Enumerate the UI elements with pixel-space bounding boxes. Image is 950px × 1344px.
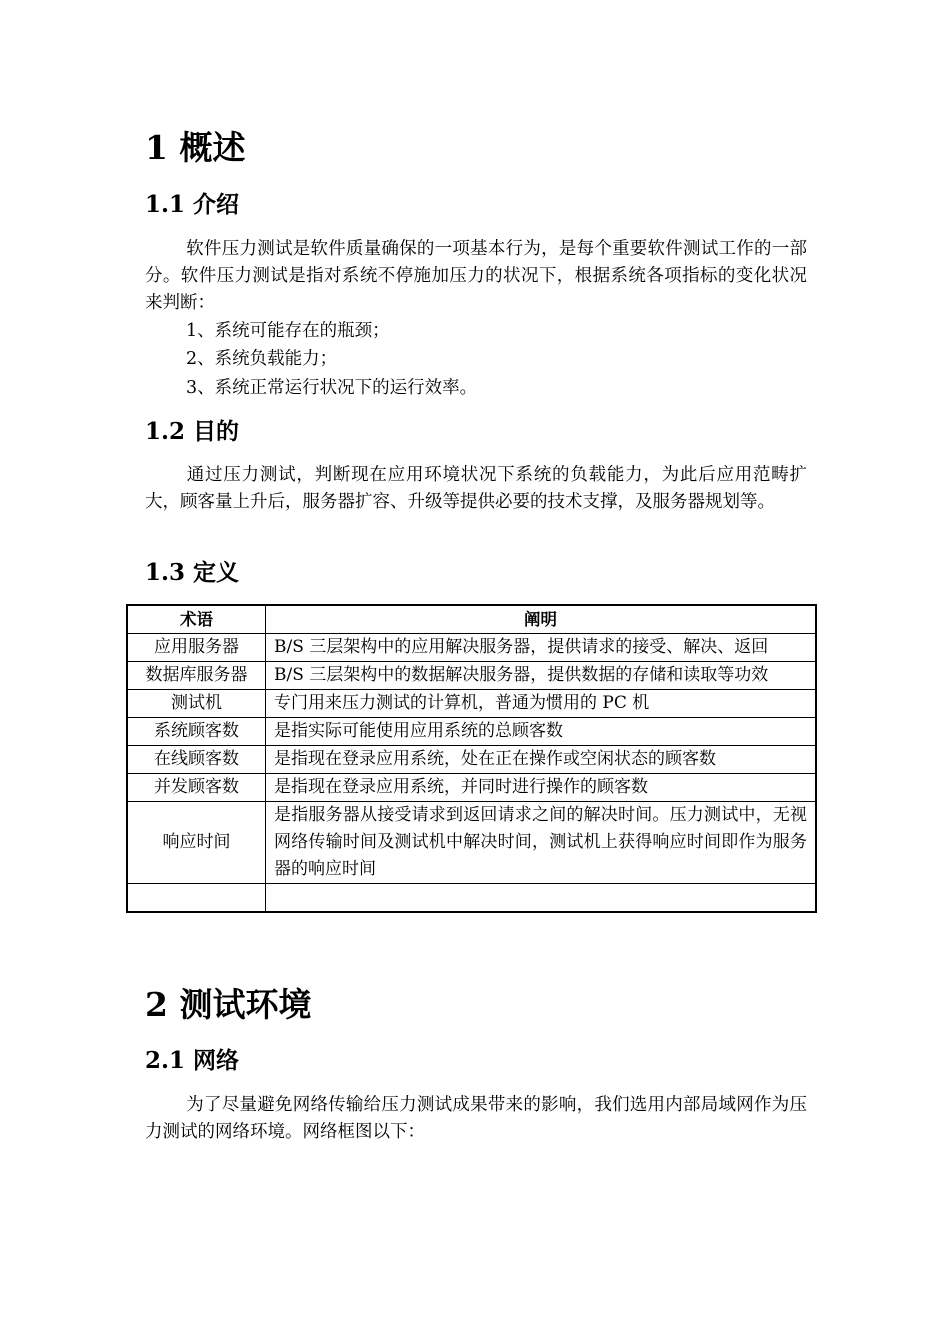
list-item: 2、系统负载能力； [186,349,338,369]
section-1-1-paragraph [145,236,807,317]
table-row [127,746,816,774]
description-cell: 专门用来压力测试的计算机，普通为惯用的 PC 机 [266,690,817,718]
description-cell: 是指现在登录应用系统，处在正在操作或空闲状态的顾客数 [266,746,817,774]
definitions-table [126,604,817,913]
term-cell: 应用服务器 [127,634,266,662]
description-cell: B/S 三层架构中的应用解决服务器，提供请求的接受、解决、返回 [266,634,817,662]
term-cell: 数据库服务器 [127,662,266,690]
term-cell: 并发顾客数 [127,774,266,802]
table-row [127,718,816,746]
section-2-1-heading: 2.1 网络 [145,1047,240,1074]
section-1-1-paragraph-text: 软件压力测试是软件质量确保的一项基本行为，是每个重要软件测试工作的一部分。软件压力测试是指对系统不停施加压力的状况下，根据系统各项指标的变化状况来判断： [145,239,807,313]
section-1-2-paragraph-text: 通过压力测试，判断现在应用环境状况下系统的负载能力，为此后应用范畴扩大，顾客量上升后，服务器扩容、升级等提供必要的技术支撑，及服务器规划等。 [145,465,807,512]
section-2-1-paragraph-text: 为了尽量避免网络传输给压力测试成果带来的影响，我们选用内部局域网作为压力测试的网络环境。网络框图以下： [145,1095,807,1142]
description-cell: 是指现在登录应用系统，并同时进行操作的顾客数 [266,774,817,802]
section-2-1-paragraph [145,1092,807,1146]
table-header-row [127,605,816,634]
section-1-2-paragraph [145,462,807,516]
table-row [127,802,816,884]
list-item: 1、系统可能存在的瓶颈； [186,321,390,341]
section-1-2-heading: 1.2 目的 [145,418,240,445]
term-cell: 响应时间 [127,802,266,884]
term-cell: 在线顾客数 [127,746,266,774]
section-2-heading: 2 测试环境 [145,985,312,1024]
column-header-description: 阐明 [266,605,817,634]
description-cell: B/S 三层架构中的数据解决服务器，提供数据的存储和读取等功效 [266,662,817,690]
term-cell: 测试机 [127,690,266,718]
table-row [127,690,816,718]
term-cell: 系统顾客数 [127,718,266,746]
description-cell: 是指实际可能使用应用系统的总顾客数 [266,718,817,746]
table-row [127,774,816,802]
column-header-term: 术语 [127,605,266,634]
table-row [127,634,816,662]
list-item: 3、系统正常运行状况下的运行效率。 [186,378,478,398]
description-cell [266,884,817,913]
table-row [127,662,816,690]
description-cell: 是指服务器从接受请求到返回请求之间的解决时间。压力测试中，无视网络传输时间及测试机中解决时间，测试机上获得响应时间即作为服务器的响应时间 [266,802,817,884]
section-1-3-heading: 1.3 定义 [145,559,240,586]
section-1-1-heading: 1.1 介绍 [145,191,240,218]
table-row-empty [127,884,816,913]
section-1-heading: 1 概述 [145,128,246,167]
term-cell [127,884,266,913]
